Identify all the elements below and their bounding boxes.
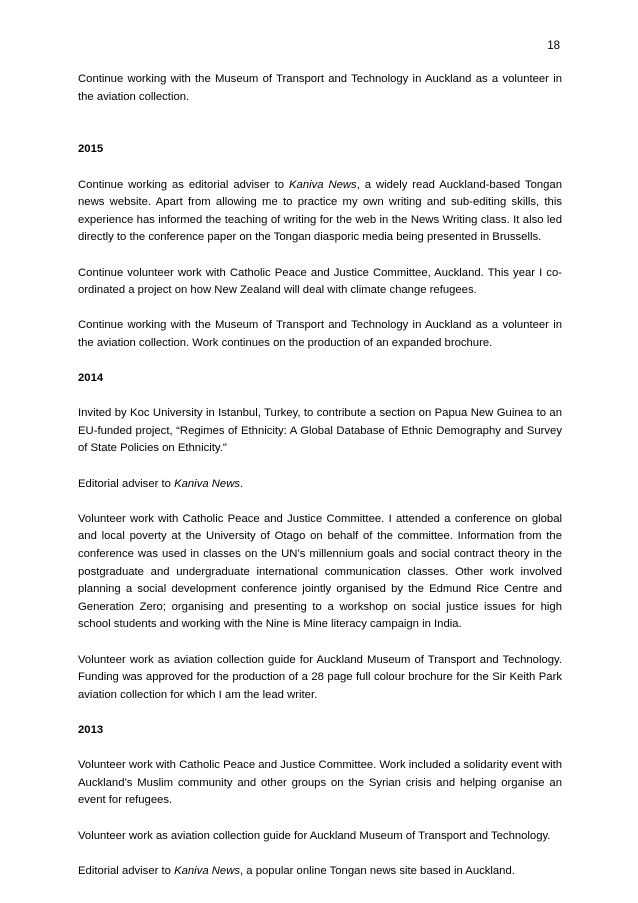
heading-2014: 2014 [78,372,104,385]
document-body [78,71,562,898]
paragraph-2015-museum: Continue working with the Museum of Transport and Technology in Auckland as a volunteer in the aviation collection. Work continues on the production of an expanded brochure. [78,319,562,349]
heading-2013: 2013 [78,723,104,736]
text-run: . [240,477,244,490]
publication-title: Kaniva News [174,477,241,490]
paragraph-2015-peace-justice: Continue volunteer work with Catholic Peace and Justice Committee, Auckland. This year I co-ordinated a project on how New Zealand will deal with climate change refugees. [78,266,562,297]
text-run: Editorial adviser to [78,864,175,877]
text-run: , a widely read Auckland-based Tongan news website. Apart from allowing me to practice my own writing and sub-editing skills, this experience has informed the teaching of writing for the web in the News Writing class. It also led directly to the conference paper on the Tongan diasporic media being presented in Brussells. [78,178,562,244]
paragraph-2014-koc: Invited by Koc University in Istanbul, Turkey, to contribute a section on Papua New Guinea to an EU-funded project, “Regimes of Ethnicity: A Global Database of Ethnic Demography and Survey of State Policies on Ethnicity." [78,407,562,455]
spacer [78,124,562,142]
paragraph-2013-museum: Volunteer work as aviation collection guide for Auckland Museum of Transport and Technology. [78,829,551,842]
paragraph-intro-museum: Continue working with the Museum of Transport and Technology in Auckland as a volunteer in the aviation collection. [78,73,562,103]
paragraph-2014-peace-justice: Volunteer work with Catholic Peace and Justice Committee. I attended a conference on global and local poverty at the University of Otago on behalf of the committee. Information from the conference was used in classes on the UN’s millennium goals and social contract theory in the postgraduate and undergraduate international communication classes. Other work involved planning a social development conference jointly organised by the Edmund Rice Centre and Generation Zero; organising and presenting to a workshop on social justice issues for high school students and working with the Nine is Mine literacy campaign in India. [78,512,562,631]
paragraph-2013-kaniva [78,863,562,881]
paragraph-2015-kaniva [78,177,562,247]
text-run: Continue working as editorial adviser to [78,178,289,191]
text-run: Editorial adviser to [78,477,175,490]
page-number: 18 [547,40,560,52]
paragraph-2013-peace-justice: Volunteer work with Catholic Peace and Justice Committee. Work included a solidarity event with Auckland’s Muslim community and other groups on the Syrian crisis and helping organise an event for refugees. [78,759,562,807]
heading-2015: 2015 [78,143,104,156]
publication-title: Kaniva News [289,178,357,191]
publication-title: Kaniva News [174,864,241,877]
paragraph-2014-kaniva [78,476,562,494]
text-run: , a popular online Tongan news site based in Auckland. [240,864,515,877]
paragraph-2014-museum: Volunteer work as aviation collection guide for Auckland Museum of Transport and Technology. Funding was approved for the production of a 28 page full colour brochure for the Sir Keith Park aviation collection for which I am the lead writer. [78,653,562,701]
